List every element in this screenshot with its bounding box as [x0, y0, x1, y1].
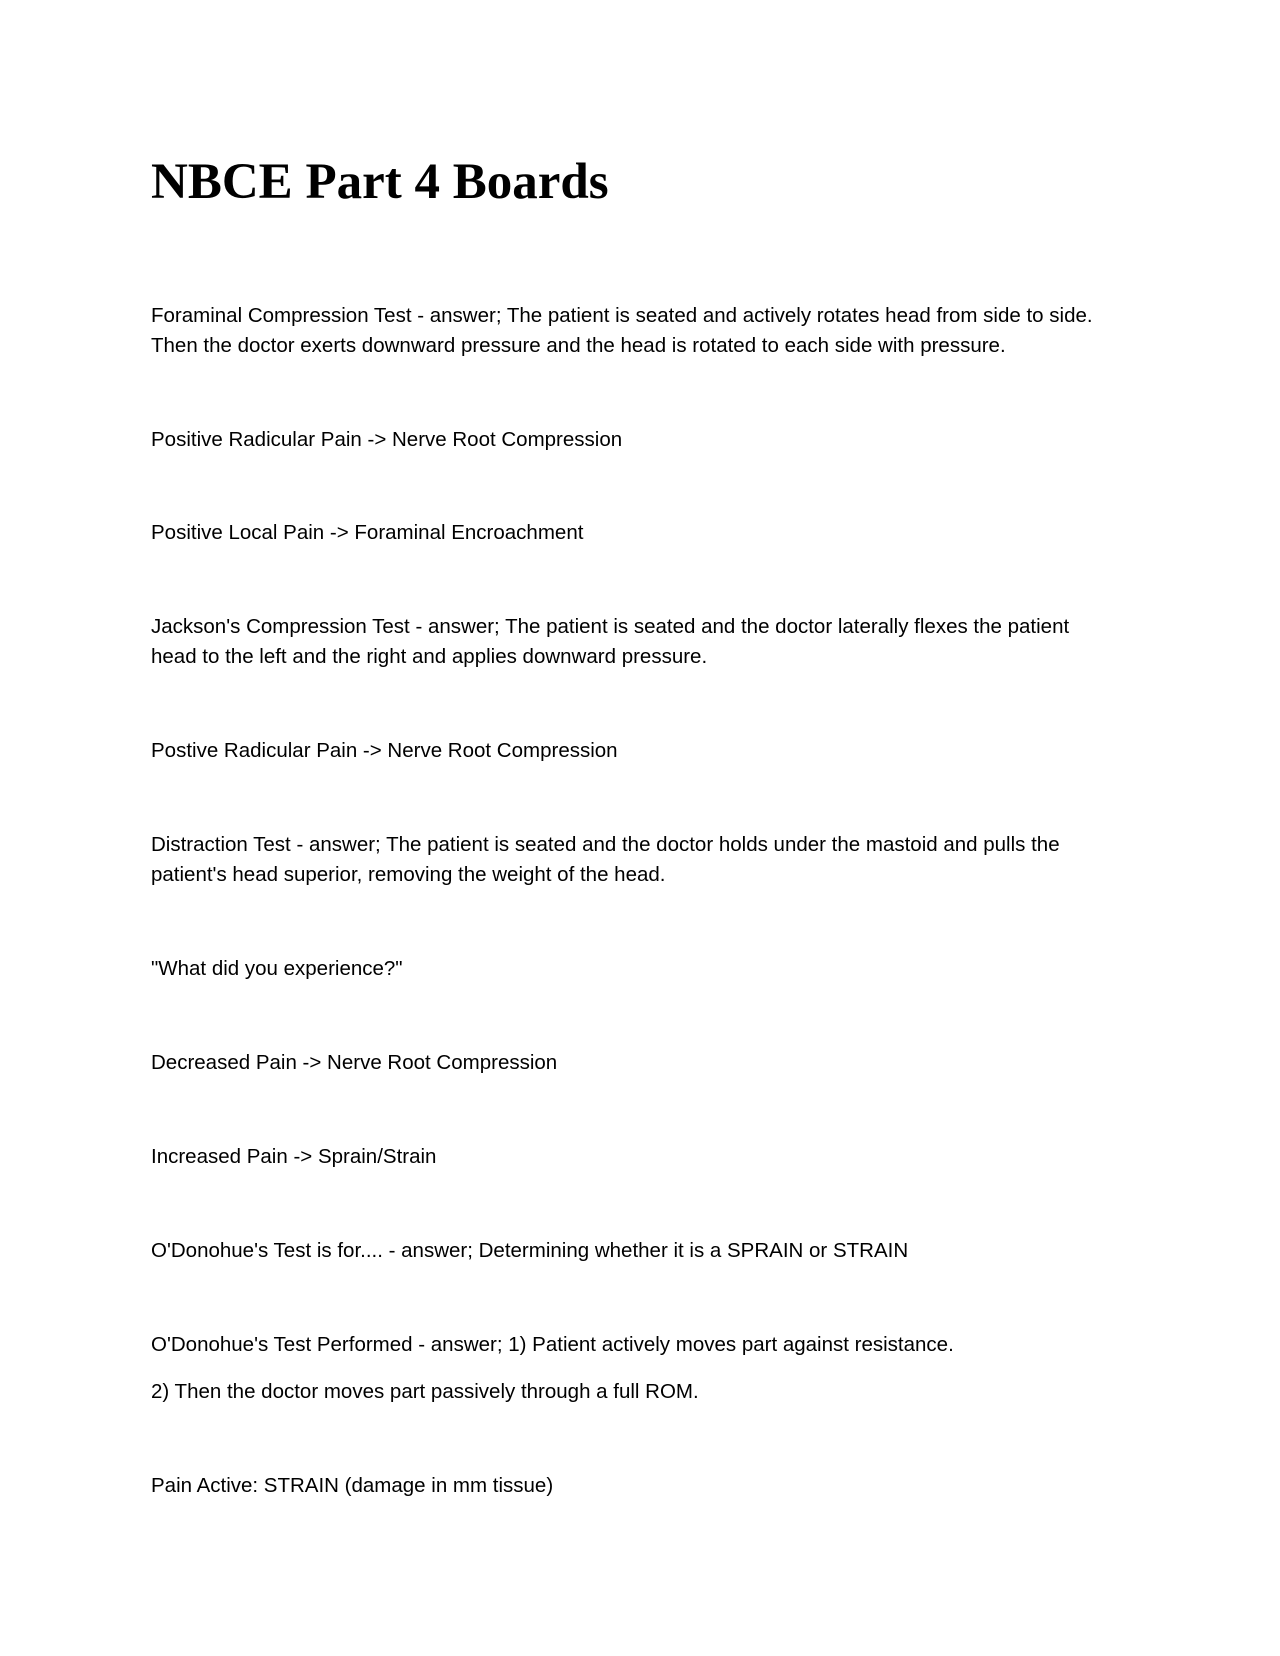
paragraph-distraction-test [151, 830, 1141, 890]
paragraph-line: 2) Then the doctor moves part passively through a full ROM. [151, 1380, 699, 1403]
paragraph-odonohues-test-performed [151, 1330, 1141, 1360]
paragraph-line: Positive Radicular Pain -> Nerve Root Compression [151, 428, 623, 451]
paragraph-jacksons-compression [151, 612, 1141, 672]
paragraph-line: patient's head superior, removing the weight of the head. [151, 863, 666, 886]
paragraph-line: Pain Active: STRAIN (damage in mm tissue) [151, 1474, 554, 1497]
paragraph-line: Distraction Test - answer; The patient is seated and the doctor holds under the mastoid and pulls the [151, 833, 1060, 856]
paragraph-line: Postive Radicular Pain -> Nerve Root Compression [151, 739, 618, 762]
paragraph-odonohues-test-for [151, 1236, 1141, 1266]
paragraph-line: Foraminal Compression Test - answer; The patient is seated and actively rotates head from side to side. [151, 304, 1093, 327]
paragraph-line: Jackson's Compression Test - answer; The patient is seated and the doctor laterally flexes the patient [151, 615, 1070, 638]
paragraph-positive-radicular-pain [151, 425, 1141, 455]
paragraph-line: Increased Pain -> Sprain/Strain [151, 1145, 437, 1168]
paragraph-positive-local-pain [151, 518, 1141, 548]
paragraph-doctor-moves-part [151, 1377, 1141, 1407]
document-title: NBCE Part 4 Boards [151, 154, 609, 210]
paragraph-line: head to the left and the right and applies downward pressure. [151, 645, 708, 668]
paragraph-increased-pain [151, 1142, 1141, 1172]
paragraph-decreased-pain [151, 1048, 1141, 1078]
paragraph-foraminal-compression [151, 301, 1141, 361]
paragraph-postive-radicular-pain [151, 736, 1141, 766]
paragraph-what-did-you-experience [151, 954, 1141, 984]
paragraph-line: O'Donohue's Test Performed - answer; 1) Patient actively moves part against resistance. [151, 1333, 954, 1356]
paragraph-line: "What did you experience?" [151, 957, 403, 980]
paragraph-pain-active [151, 1471, 1141, 1501]
paragraph-line: Then the doctor exerts downward pressure and the head is rotated to each side with pressure. [151, 334, 1006, 357]
paragraph-line: Decreased Pain -> Nerve Root Compression [151, 1051, 558, 1074]
paragraph-line: Positive Local Pain -> Foraminal Encroachment [151, 521, 584, 544]
paragraph-line: O'Donohue's Test is for.... - answer; Determining whether it is a SPRAIN or STRAIN [151, 1239, 909, 1262]
